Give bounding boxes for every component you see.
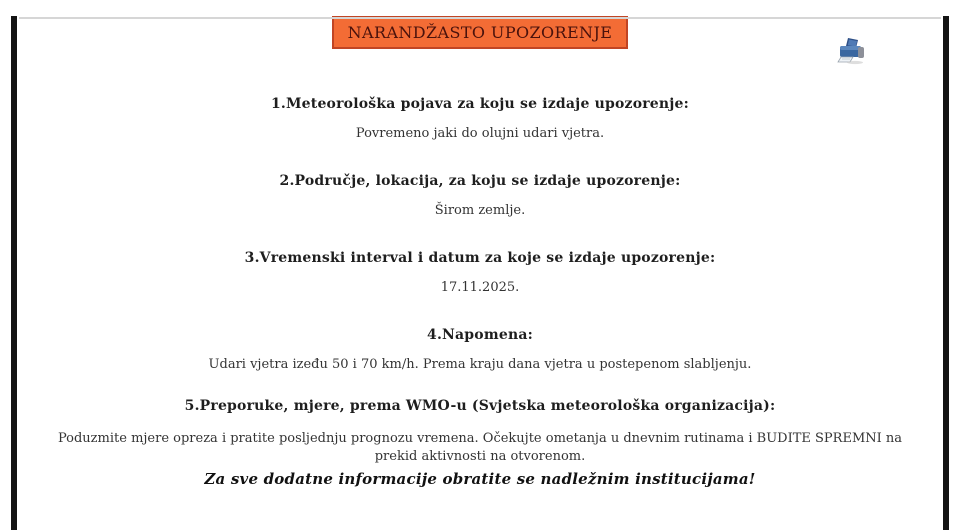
printer-icon bbox=[835, 34, 869, 68]
section-body: 17.11.2025. bbox=[440, 280, 520, 295]
section-heading: 4.Napomena: bbox=[427, 327, 533, 343]
section-heading: 2.Područje, lokacija, za koju se izdaje upozorenje: bbox=[279, 173, 681, 189]
warning-title: NARANDŽASTO UPOZORENJE bbox=[347, 23, 613, 42]
section-recommendations bbox=[17, 398, 943, 466]
section-area-location bbox=[17, 173, 943, 220]
section-heading: 1.Meteorološka pojava za koju se izdaje upozorenje: bbox=[270, 96, 690, 112]
warning-page bbox=[11, 16, 949, 530]
warning-banner bbox=[332, 16, 628, 49]
section-heading: 3.Vremenski interval i datum za koje se izdaje upozorenje: bbox=[244, 250, 716, 266]
section-time-interval bbox=[17, 250, 943, 297]
footer-note: Za sve dodatne informacije obratite se nadležnim institucijama! bbox=[204, 470, 756, 488]
top-divider bbox=[19, 17, 941, 19]
section-body: Širom zemlje. bbox=[434, 203, 526, 218]
section-note bbox=[17, 327, 943, 374]
section-body: Poduzmite mjere opreza i pratite posljednju prognozu vremena. Očekujte ometanja u dnevnim rutinama i BUDITE SPREMNI na prekid aktivnosti na otvorenom. bbox=[57, 431, 903, 464]
print-button[interactable] bbox=[835, 34, 869, 68]
section-body: Udari vjetra izeđu 50 i 70 km/h. Prema kraju dana vjetra u postepenom slabljenju. bbox=[208, 357, 752, 372]
section-meteorological-phenomenon bbox=[17, 96, 943, 143]
section-heading: 5.Preporuke, mjere, prema WMO-u (Svjetska meteorološka organizacija): bbox=[184, 398, 776, 414]
section-body: Povremeno jaki do olujni udari vjetra. bbox=[355, 126, 605, 141]
